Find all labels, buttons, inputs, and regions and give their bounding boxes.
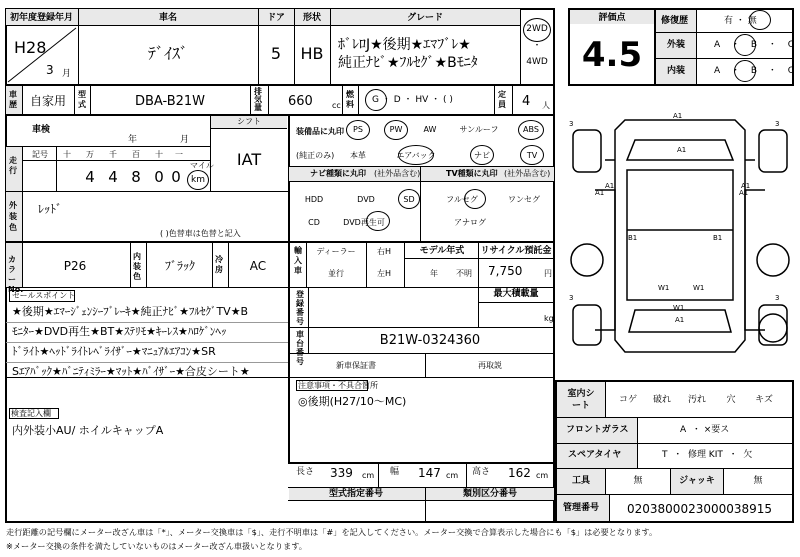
divider	[6, 84, 554, 86]
use-label: 車歴	[9, 90, 17, 109]
mileage-digit: 0	[171, 168, 181, 186]
divider	[520, 9, 521, 84]
wheel-mid-right	[757, 244, 789, 276]
exterior-options: A ・ B ・ C	[714, 40, 795, 50]
recycle-label: リサイクル預託金	[480, 246, 552, 256]
spare-options: T ・ 修理 KIT ・ 欠	[662, 450, 753, 460]
recycle-value: 7,750	[488, 264, 523, 278]
height-unit: cm	[536, 471, 549, 480]
car-damage-diagram	[565, 100, 795, 370]
mark: A1	[605, 182, 615, 190]
divider	[258, 9, 259, 84]
wheel-mid-left	[571, 244, 603, 276]
equipment-label: 装備品に丸印	[296, 127, 344, 136]
length-value: 339	[330, 466, 353, 480]
manual: 再取説	[478, 361, 502, 370]
equip-tv: TV	[526, 151, 538, 160]
divider	[6, 241, 554, 243]
mark: B1	[713, 234, 723, 242]
divider	[288, 327, 554, 328]
import-left-h: 左H	[376, 269, 392, 278]
divider	[494, 86, 495, 114]
equip-pw: PW	[389, 125, 403, 134]
height-value: 162	[508, 466, 531, 480]
drive-dot: ・	[532, 41, 542, 51]
tv-fullseg: フルセグ	[446, 195, 478, 204]
equip-navi: ナビ	[474, 151, 490, 160]
disp-value: 660	[288, 94, 313, 109]
door-label: ドア	[267, 13, 285, 23]
inspector-label: 検査記入欄	[11, 409, 51, 418]
divider	[306, 243, 307, 287]
model-year-label: モデル年式	[419, 246, 465, 256]
wheel-rear-right-2	[759, 314, 787, 342]
shape-label: 形状	[302, 13, 322, 23]
seat-cond: 汚れ	[687, 395, 707, 405]
color-change-note: ( )色替車は色替と記入	[160, 229, 241, 238]
navi-sd: SD	[403, 195, 415, 204]
divider	[308, 287, 309, 327]
reg-month: 3	[46, 63, 54, 77]
divider	[6, 362, 288, 363]
category-label: 類別区分番号	[462, 489, 518, 499]
grade-label: グレード	[406, 13, 444, 23]
shift-label: シフト	[237, 117, 261, 126]
mark: B1	[628, 234, 638, 242]
shape-value: HB	[300, 44, 324, 63]
import-right-h: 右H	[376, 247, 392, 256]
equip-sunroof: サンルーフ	[459, 125, 499, 134]
color-no-label: カラーNo.	[8, 255, 24, 294]
mark: A1	[673, 112, 683, 120]
digit-label: 百	[132, 150, 140, 159]
divider	[425, 353, 426, 377]
wheel-marker: 3	[569, 120, 574, 128]
disp-label: 排気量	[254, 87, 262, 112]
model-designation-label: 型式指定番号	[328, 489, 384, 499]
mile-label: マイル	[190, 161, 214, 170]
side-left	[595, 190, 615, 330]
equip-abs: ABS	[523, 125, 539, 134]
divider	[22, 147, 23, 191]
windshield-label: フロントガラス	[566, 425, 629, 435]
first-reg-label: 初年度登録年月	[10, 13, 74, 23]
width-label: 幅	[390, 467, 400, 477]
divider	[6, 342, 288, 343]
divider	[22, 86, 23, 114]
ac-value: AC	[249, 259, 267, 273]
sales-line-4: Sｴｱﾊﾞｯｸ★ﾊﾞﾆﾃｨﾐﾗｰ★ﾏｯﾄ★ﾊﾞｲｻﾞｰ★合皮シート★	[12, 365, 250, 378]
divider	[425, 488, 426, 522]
divider	[228, 243, 229, 287]
capacity-label: 定員	[498, 90, 506, 109]
drive-2wd: 2WD	[526, 24, 548, 34]
capacity-unit: 人	[542, 101, 550, 110]
import-label: 輸入車	[294, 246, 302, 275]
drive-4wd: 4WD	[526, 57, 548, 67]
divider	[294, 9, 295, 84]
jack-value: 無	[753, 476, 763, 486]
divider	[212, 243, 213, 287]
tv-oneseg: ワンセグ	[508, 195, 540, 204]
max-load-label: 最大積載量	[493, 289, 539, 299]
mileage-digit: 4	[108, 168, 118, 186]
sales-line-1: ★後期★ｴﾏｰｼﾞｪﾝｼｰﾌﾞﾚｰｷ★純正ﾅﾋﾞ★ﾌﾙｾｸﾞTV★B	[12, 305, 249, 318]
sales-points-label: セールスポイント	[12, 291, 76, 300]
mileage-label: 走行	[9, 156, 17, 175]
divider	[378, 463, 379, 487]
divider	[366, 243, 367, 287]
divider	[723, 469, 724, 494]
exterior-label: 外装	[667, 40, 686, 50]
divider	[656, 32, 792, 33]
divider	[22, 243, 23, 287]
color-value: ﾚｯﾄﾞ	[38, 202, 63, 216]
doors-value: 5	[270, 44, 282, 63]
digit-label: 十	[155, 150, 163, 159]
divider	[250, 86, 251, 114]
divider	[6, 322, 288, 323]
divider	[404, 258, 554, 259]
fuel-options: G ・ D ・ HV ・ ( )	[372, 95, 453, 105]
jack-label: ジャッキ	[679, 476, 715, 486]
mark: A1	[595, 189, 605, 197]
interior-b-circle	[734, 60, 756, 82]
tools-value: 無	[633, 476, 643, 486]
navi-label: ナビ種類に丸印	[310, 169, 366, 178]
notes-value: ◎後期(H27/10〜MC)	[298, 395, 407, 408]
mark: W1	[673, 304, 685, 312]
score-value: 4.5	[581, 35, 643, 75]
tv-type-label: TV種類に丸印	[446, 169, 498, 178]
sales-line-3: ﾄﾞﾗｲﾄ★ﾍｯﾄﾞﾗｲﾄﾚﾍﾞﾗｲｻﾞｰ★ﾏﾆｭｱﾙｴｱｺﾝ★SR	[12, 345, 216, 358]
equip-aw: AW	[423, 125, 437, 134]
divider	[288, 181, 554, 182]
mileage-digit: 0	[154, 168, 164, 186]
wheel-marker: 3	[775, 120, 780, 128]
divider	[74, 86, 75, 114]
mileage-digit: 4	[85, 168, 95, 186]
divider	[56, 147, 57, 191]
max-load-unit: kg	[544, 314, 554, 323]
grade-line-1: ﾎﾞﾚﾛJ★後期★ｴﾏﾌﾞﾚ★	[338, 37, 471, 53]
control-value: 0203800023000038915	[627, 502, 773, 516]
model-year-unit: 年	[430, 269, 438, 278]
inspection-label: 車検	[32, 125, 51, 135]
grade-line-2: 純正ﾅﾋﾞ★ﾌﾙｾｸﾞ★Bﾓﾆﾀ	[338, 55, 478, 71]
mileage-symbol-label: 記号	[32, 150, 48, 159]
divider	[478, 243, 479, 287]
divider	[78, 9, 79, 84]
reg-month-unit: 月	[62, 69, 72, 79]
control-label: 管理番号	[563, 503, 600, 513]
mark: A1	[739, 189, 749, 197]
navi-dvd: DVD	[357, 195, 375, 204]
mark: A1	[741, 182, 751, 190]
width-value: 147	[418, 466, 441, 480]
capacity-value: 4	[522, 94, 531, 109]
divider	[330, 9, 331, 84]
mark: W1	[693, 284, 705, 292]
divider	[308, 327, 309, 353]
equip-airbag: エアバック	[396, 151, 436, 160]
divider	[478, 287, 479, 327]
divider	[420, 167, 421, 241]
registration-label: 登録番号	[296, 290, 304, 326]
divider	[358, 86, 359, 114]
seat-cond: キズ	[755, 395, 773, 405]
new-car-guarantee: 新車保証書	[336, 361, 376, 370]
digit-label: 一	[175, 150, 183, 159]
wheel-front-left	[573, 130, 601, 172]
divider	[478, 302, 554, 303]
import-dealer: ディーラー	[316, 247, 356, 256]
divider	[605, 469, 606, 494]
wheel-marker: 3	[775, 294, 780, 302]
divider	[288, 353, 554, 354]
digit-label: 十	[63, 150, 71, 159]
divider	[656, 58, 792, 59]
mark: A1	[677, 146, 687, 154]
divider	[466, 463, 467, 487]
model-year-value: 不明	[456, 269, 472, 278]
length-label: 長さ	[296, 467, 315, 477]
divider	[268, 86, 269, 114]
chassis-label: 車台番号	[296, 330, 304, 366]
digit-label: 万	[86, 150, 94, 159]
footer-line-2: ※メーター交換の条件を満たしていないものはメーター改ざん車扱いとなります。	[6, 541, 307, 551]
mark: W1	[658, 284, 670, 292]
navi-hdd: HDD	[304, 195, 324, 204]
equip-leather: 本革	[350, 151, 366, 160]
tv-type-note: (社外品含む)	[504, 169, 551, 178]
seat-cond: 破れ	[652, 395, 672, 405]
score-label: 評価点	[598, 13, 626, 23]
shift-value: IAT	[236, 150, 262, 169]
color-label: 外装色	[9, 201, 17, 232]
inspector-value: 内外装小AU/ ホイルキャップA	[12, 424, 164, 437]
digit-label: 千	[109, 150, 117, 159]
km-label: km	[191, 175, 205, 185]
wheel-front-right	[759, 130, 787, 172]
seat-cond: 穴	[726, 395, 736, 405]
length-unit: cm	[362, 471, 375, 480]
footer-line-1: 走行距離の記号欄にメーター改ざん車は「*」、メーター交換車は「$」、走行不明車は「#」を記入してください。メーター交換で合算表示した場合にも「$」は必要となります。	[6, 527, 658, 537]
model-value: DBA-B21W	[134, 94, 206, 109]
divider	[6, 377, 554, 378]
navi-cd: CD	[308, 218, 320, 227]
divider	[211, 128, 287, 129]
wheel-rear-left	[573, 305, 601, 345]
side-right	[745, 190, 765, 330]
color-no-value: P26	[63, 259, 87, 273]
divider	[22, 192, 23, 241]
divider	[288, 462, 554, 464]
repair-none-circle	[749, 10, 771, 30]
divider	[288, 500, 554, 501]
sales-line-2: ﾓﾆﾀｰ★DVD再生★BT★ｽﾃﾘﾓ★ｷｰﾚｽ★ﾊﾛｹﾞﾝﾍｯ	[12, 325, 227, 338]
height-label: 高さ	[472, 467, 491, 477]
tools-label: 工具	[571, 476, 591, 486]
repair-options: 有 ・ 無	[724, 16, 757, 26]
model-label: 型式	[78, 90, 86, 109]
width-unit: cm	[446, 471, 459, 480]
reg-era: H28	[14, 38, 47, 57]
repair-label: 修復歴	[661, 16, 689, 26]
mark: A1	[675, 316, 685, 324]
mileage-digit: 8	[131, 168, 141, 186]
chassis-value: B21W-0324360	[379, 333, 481, 348]
exterior-b-circle	[734, 34, 756, 56]
use-value: 自家用	[30, 94, 67, 108]
car-name: ﾃﾞｲｽﾞ	[147, 44, 189, 63]
ac-label: 冷房	[215, 255, 223, 274]
spare-label: スペアタイヤ	[568, 450, 622, 460]
recycle-unit: 円	[544, 269, 552, 278]
divider	[6, 25, 520, 26]
interior-options: A ・ B ・ C	[714, 66, 795, 76]
divider	[696, 9, 697, 85]
equipment-note: (純正のみ)	[296, 151, 335, 160]
windshield-options: A ・ ×要ス	[680, 425, 730, 435]
interior-color-label: 内装色	[133, 252, 141, 281]
divider	[404, 243, 405, 287]
equip-ps: PS	[353, 125, 363, 134]
navi-note: (社外品含む)	[374, 169, 421, 178]
tv-analog: アナログ	[454, 218, 486, 227]
car-name-label: 車名	[158, 13, 178, 23]
fuel-label: 燃料	[346, 90, 354, 109]
divider	[146, 243, 147, 287]
inspection-year-unit: 年	[128, 135, 138, 145]
divider	[6, 191, 288, 192]
navi-dvd-play: DVD再生可	[343, 218, 385, 227]
seat-cond: コゲ	[618, 395, 638, 405]
divider	[22, 160, 210, 161]
divider	[6, 287, 554, 288]
disp-unit: cc	[332, 101, 341, 110]
divider	[609, 495, 610, 521]
divider	[90, 86, 91, 114]
divider	[130, 243, 131, 287]
interior-color-value: ﾌﾞﾗｯｸ	[164, 259, 196, 273]
interior-seat-label: 室内シート	[567, 389, 595, 411]
divider	[342, 86, 343, 114]
inspection-month-unit: 月	[180, 135, 190, 145]
notes-label: 注意事項・不具合箇所	[298, 381, 378, 390]
wheel-marker: 3	[569, 294, 574, 302]
import-parallel: 並行	[328, 269, 344, 278]
divider	[6, 146, 210, 147]
interior-label: 内装	[667, 66, 686, 76]
divider	[605, 381, 606, 417]
divider	[512, 86, 513, 114]
